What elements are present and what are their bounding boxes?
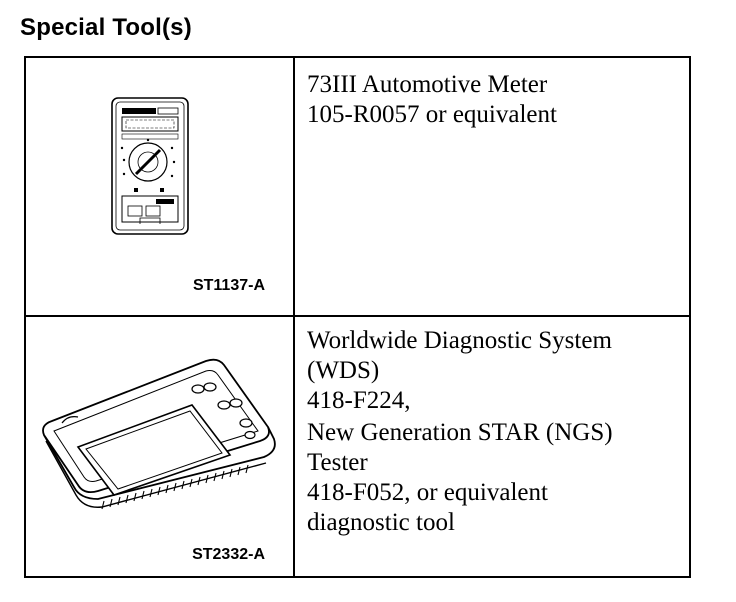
- description-paragraph: [307, 326, 687, 416]
- description-line: Worldwide Diagnostic System: [307, 327, 612, 354]
- tool-image-cell-2: [26, 317, 293, 578]
- description-line: 418-F224,: [307, 387, 411, 414]
- figure-code: ST2332-A: [192, 546, 265, 563]
- multimeter-icon: [110, 96, 190, 236]
- figure-code: ST1137-A: [192, 277, 265, 294]
- diagnostic-tablet-icon: [38, 339, 282, 519]
- page-title: Special Tool(s): [20, 14, 192, 41]
- description-line: Tester: [307, 449, 368, 476]
- description-line: 418-F052, or equivalent: [307, 479, 548, 506]
- description-line: 105-R0057 or equivalent: [307, 101, 557, 128]
- description-line: (WDS): [307, 357, 380, 384]
- column-divider: [293, 58, 295, 576]
- description-line: diagnostic tool: [307, 509, 455, 536]
- description-line: New Generation STAR (NGS): [307, 419, 613, 446]
- special-tools-table: [24, 56, 691, 578]
- tool-description-2: [307, 326, 687, 538]
- tool-description-1: [307, 70, 687, 130]
- description-line: 73III Automotive Meter: [307, 71, 548, 98]
- description-paragraph: [307, 418, 687, 538]
- tool-image-cell-1: [26, 58, 293, 315]
